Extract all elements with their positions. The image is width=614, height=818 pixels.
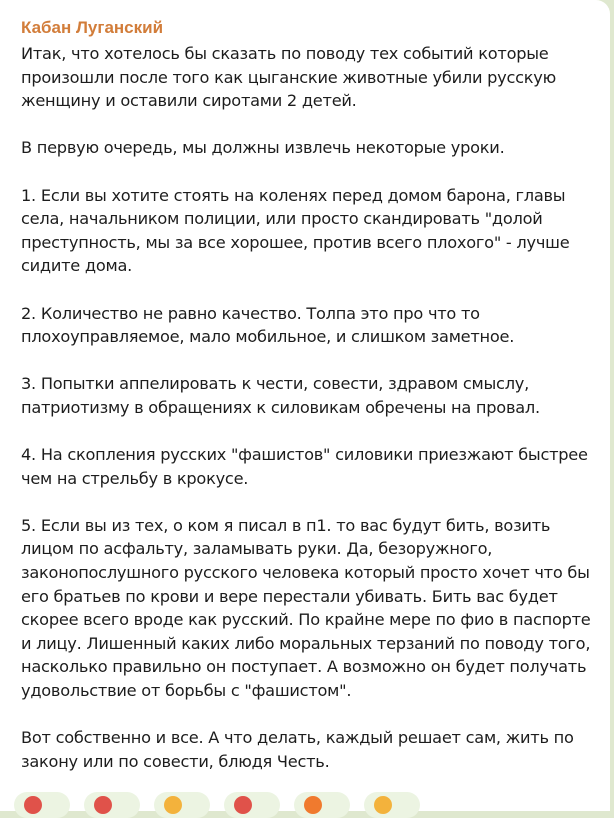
reaction-chip-6[interactable] bbox=[364, 792, 420, 818]
message-paragraph-1: Итак, что хотелось бы сказать по поводу тех событий которые произошли после того как цыганские животные убили русскую женщину и оставили сиротами 2 детей. bbox=[21, 44, 557, 111]
message-paragraph-5: 3. Попытки аппелировать к чести, совести, здравом смыслу, патриотизму в обращениях к силовикам обречены на провал. bbox=[21, 374, 540, 417]
reaction-chip-1[interactable] bbox=[14, 792, 70, 818]
reaction-chip-5[interactable] bbox=[294, 792, 350, 818]
message-paragraph-7: 5. Если вы из тех, о ком я писал в п1. то вас будут бить, возить лицом по асфальту, заламывать руки. Да, безоружного, законопослушного русского человека который просто хочет что бы его братьев по крови и вере перестали убивать. Бить вас будет скорее всего вроде как русский. По крайне мере по фио в паспорте и лицу. Лишенный каких либо моральных терзаний по поводу того, насколько правильно он поступает. А возможно он будет получать удовольствие от борьбы с "фашистом". bbox=[21, 515, 591, 701]
reaction-chip-4[interactable] bbox=[224, 792, 280, 818]
reaction-chip-2[interactable] bbox=[84, 792, 140, 818]
hundred-emoji-icon bbox=[94, 796, 112, 814]
message-paragraph-8: Вот собственно и все. А что делать, каждый решает сам, жить по закону или по совести, блюдя Честь. bbox=[21, 728, 574, 771]
angry-face-emoji-icon bbox=[234, 796, 252, 814]
message-paragraph-4: 2. Количество не равно качество. Толпа это про что то плохоуправляемое, мало мобильное, и слишком заметное. bbox=[21, 303, 515, 347]
message-paragraph-3: 1. Если вы хотите стоять на коленях перед домом барона, главы села, начальником полиции, или просто скандировать "долой преступность, мы за все хорошее, против всего плохого" - лучше сидите дома. bbox=[21, 185, 570, 276]
fire-emoji-icon bbox=[304, 796, 322, 814]
message-text bbox=[21, 42, 592, 773]
message-paragraph-2: В первую очередь, мы должны извлечь некоторые уроки. bbox=[21, 138, 505, 158]
reaction-chip-3[interactable] bbox=[154, 792, 210, 818]
thumbs-up-emoji-icon bbox=[164, 796, 182, 814]
message-paragraph-6: 4. На скопления русских "фашистов" силовики приезжают быстрее чем на стрельбу в крокусе. bbox=[21, 445, 588, 488]
thinking-face-emoji-icon bbox=[374, 796, 392, 814]
reactions-bar bbox=[14, 792, 420, 818]
sender-name[interactable]: Кабан Луганский bbox=[21, 18, 164, 37]
heart-emoji-icon bbox=[24, 796, 42, 814]
